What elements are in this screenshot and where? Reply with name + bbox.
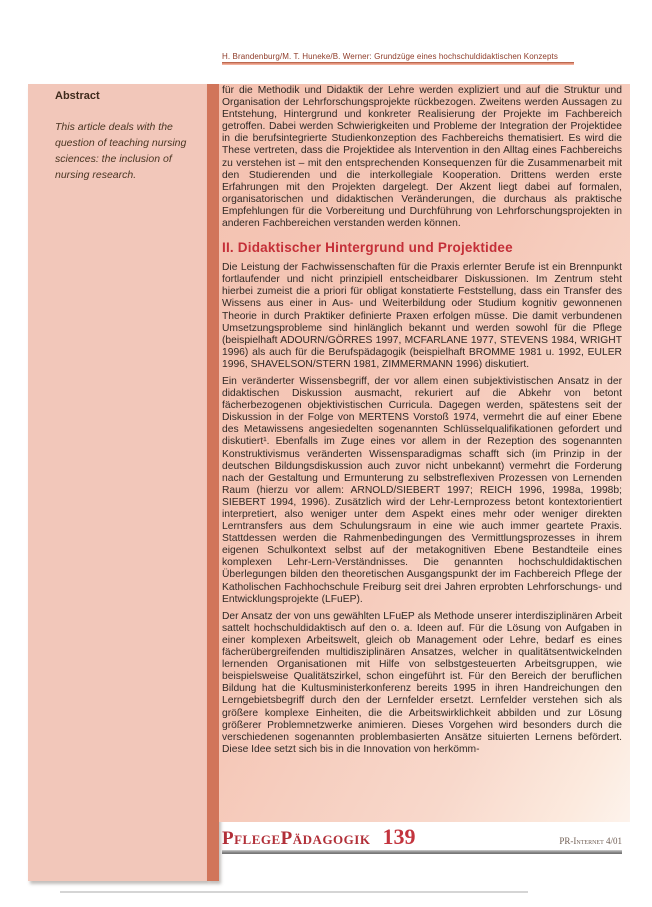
body-paragraph-2: Die Leistung der Fachwissenschaften für die Praxis erlernter Berufe ist ein Brennpunkt fortlaufender und nicht prinzipiell entscheidbarer Diskussionen. Im Zentrum steht hierbei zumeist die a priori für obligat konstatierte Feststellung, dass ein Transfer des Wissens aus einer in Aus- und Weiterbildung oder Studium kognitiv gewonnenen Theorie in durch Praktiker definierte Praxen erfolgen müsse. Die damit verbundenen Umsetzungsprobleme sind hinlänglich bekannt und werden sowohl für die Pflege (beispielhaft ADOURN/GÖRRES 1997, MCFARLANE 1977, STEVENS 1984, WRIGHT 1996) als auch für die Berufspädagogik (beispielhaft BROMME 1981 u. 1992, EULER 1996, SHAVELSON/STERN 1981, ZIMMERMANN 1996) diskutiert. <box>222 262 622 370</box>
section-heading: II. Didaktischer Hintergrund und Projektidee <box>222 240 513 256</box>
footer-rule <box>222 850 622 854</box>
body-paragraph-3: Ein veränderter Wissensbegriff, der vor allem einen subjektivistischen Ansatz in der didaktischen Diskussion ausmacht, rekuriert auf die Abkehr von betont fächerbezogenen objektivistischen Curricula. Dagegen werden, spätestens seit der Diskussion in der Folge von MERTENS Vorstoß 1974, vermehrt die auf einer Ebene des Metawissens angesiedelten sogenannten Schlüsselqualifikationen gefordert und diskutiert¹. Ebenfalls im Zuge eines vor allem in der Rezeption des sogenannten Konstruktivismus veränderten Wissensparadigmas schafft sich (im Prinzip in der deutschen Bildungsdiskussion auch zuvor nicht unbekannt) vermehrt die Forderung nach der Gestaltung und Ermunterung zu selbstreflexiven Prozessen von Lernenden Raum (hierzu vor allem: ARNOLD/SIEBERT 1997; REICH 1996, 1998a, 1998b; SIEBERT 1994, 1996). Zusätzlich wird der Lehr-Lernprozess betont kontextorientiert interpretiert, also weniger unter dem Aspekt eines mehr oder weniger direkten Lerntransfers aus dem Schulungsraum in eine wie auch immer geartete Praxis. Stattdessen werden die Rahmenbedingungen des Vermittlungsprozesses in ihrem eigenen Schulkontext selbst auf der metakognitiven Ebene Bestandteile eines komplexen Lehr-Lern-Verständnisses. Die genannten hochschuldidaktischen Überlegungen bilden den theoretischen Ausgangspunkt der im Fachbereich Pflege der Katholischen Fachhochschule Freiburg seit drei Jahren erprobten Lehrforschungs- und Entwicklungsprojekte (LFuEP). <box>222 375 622 605</box>
abstract-panel <box>28 84 207 881</box>
body-paragraph-1: für die Methodik und Didaktik der Lehre werden expliziert und auf die Struktur und Organisation der Lehrforschungsprojekte rückbezogen. Zweitens werden Aussagen zu Entstehung, Hintergrund und konkreter Realisierung der Projekte im Fachbereich getroffen. Dabei werden Schwierigkeiten und Probleme der Integration der Projektidee in die berufsintegrierte Studienkonzeption des Fachbereichs thematisiert. Es wird die These vertreten, dass die Projektidee als Intervention in den Alltag eines Fachbereichs zu verstehen ist – mit den entsprechenden Konsequenzen für die Zusammenarbeit mit den Studierenden und die interkollegiale Kooperation. Drittens werden erste Erfahrungen mit den Projekten dargelegt. Der Akzent liegt dabei auf formalen, organisatorischen und didaktischen Veränderungen, die durchaus als praktische Empfehlungen für die Vorbereitung und Durchführung von Lehrforschungsprojekten in anderen Fachbereichen verstanden werden können. <box>222 85 622 230</box>
body-paragraph-4: Der Ansatz der von uns gewählten LFuEP als Methode unserer interdisziplinären Arbeit sattelt hochschuldidaktisch auf den o. a. Ideen auf. Für die Lösung von Aufgaben in einer komplexen Arbeitswelt, gleich ob Management oder Lehre, bedarf es eines fächerübergreifenden multidisziplinären Ansatzes, welcher in qualitätsentwickelnden lernenden Organisationen mit Hilfe von selbstgesteuerten Arbeitsgruppen, wie beispielsweise Qualitätszirkel, schon eingeführt ist. Für den Bereich der beruflichen Bildung hat die Kultusministerkonferenz bereits 1995 in ihren Handreichungen den Lerngebietsbegriff durch den der Lernfelder ersetzt. Lernfelder verstehen sich als größere komplexe Einheiten, die die Arbeitswirklichkeit abbilden und zur Lösung größerer Problemnetzwerke animieren. Dieses Vorgehen wird besonders durch die verschiedenen sogenannten problembasierten Ansätze situierten Lernens befördert. Diese Idee setzt sich bis in die Innovation von herkömm- <box>222 610 622 755</box>
running-head-text: H. Brandenburg/M. T. Huneke/B. Werner: Grundzüge eines hochschuldidaktischen Konzepts <box>222 52 558 61</box>
journal-name: PflegePädagogik <box>222 828 371 849</box>
divider-bar <box>207 84 219 881</box>
footer <box>222 824 622 850</box>
page-bottom-shadow <box>60 891 528 893</box>
main-column <box>222 85 622 756</box>
page-number: 139 <box>382 824 416 849</box>
abstract-title: Abstract <box>55 90 100 102</box>
running-head-rule <box>222 62 574 65</box>
abstract-text: This article deals with the question of teaching nursing sciences: the inclusion of nursing research. <box>55 121 187 181</box>
issue-label: PR-Internet 4/01 <box>559 836 622 846</box>
running-head <box>222 52 574 65</box>
